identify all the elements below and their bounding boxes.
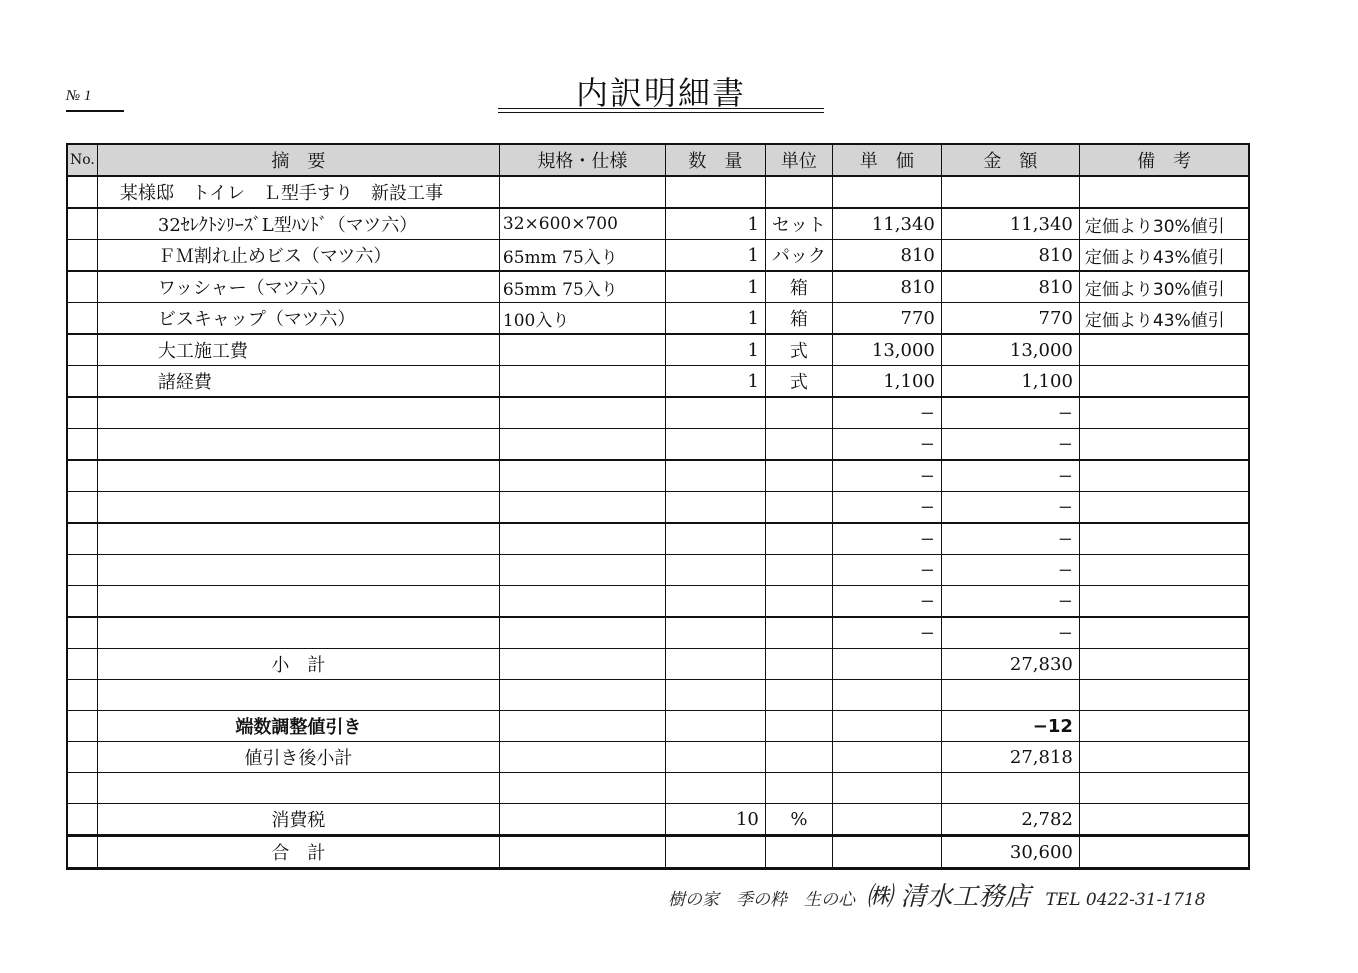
cell-empty bbox=[665, 836, 765, 869]
project-title: 某様邸 トイレ Ｌ型手すり 新設工事 bbox=[97, 176, 499, 208]
empty-row bbox=[67, 460, 1249, 492]
cell-empty bbox=[97, 492, 499, 524]
cell-empty bbox=[765, 523, 832, 555]
item-unit: 箱 bbox=[765, 303, 832, 335]
title-underline-double bbox=[498, 112, 824, 113]
tax-unit: % bbox=[765, 804, 832, 836]
item-qty: 1 bbox=[665, 366, 765, 398]
price-dash: − bbox=[832, 523, 941, 555]
item-price: 1,100 bbox=[832, 366, 941, 398]
cell-empty bbox=[499, 176, 665, 208]
cell-empty bbox=[1079, 523, 1249, 555]
cell-empty bbox=[765, 176, 832, 208]
header-remarks: 備 考 bbox=[1079, 144, 1249, 176]
item-row bbox=[67, 334, 1249, 366]
empty-row bbox=[67, 397, 1249, 429]
cell-empty bbox=[765, 429, 832, 461]
after-discount-amount: 27,818 bbox=[941, 742, 1079, 773]
cell-no bbox=[67, 271, 97, 303]
cell-empty bbox=[665, 773, 765, 804]
document-title: 内訳明細書 bbox=[575, 74, 746, 112]
cell-empty bbox=[1079, 492, 1249, 524]
company-motto: 樹の家 季の粋 生の心 bbox=[668, 890, 855, 910]
cell-empty bbox=[499, 397, 665, 429]
cell-empty bbox=[499, 742, 665, 773]
item-spec: 65mm 75入り bbox=[499, 240, 665, 272]
item-amount: 11,340 bbox=[941, 208, 1079, 240]
item-qty: 1 bbox=[665, 208, 765, 240]
cell-empty bbox=[499, 649, 665, 680]
cell-empty bbox=[765, 460, 832, 492]
item-qty: 1 bbox=[665, 240, 765, 272]
cell-empty bbox=[765, 680, 832, 711]
company-name: ㈱ 清水工務店 bbox=[866, 882, 1031, 912]
cell-empty bbox=[97, 586, 499, 618]
total-label: 合 計 bbox=[97, 836, 499, 869]
amount-dash: − bbox=[941, 492, 1079, 524]
cell-empty bbox=[1079, 176, 1249, 208]
item-amount: 13,000 bbox=[941, 334, 1079, 366]
cell-empty bbox=[665, 555, 765, 586]
cell-empty bbox=[665, 711, 765, 742]
cell-empty bbox=[1079, 397, 1249, 429]
item-amount: 810 bbox=[941, 240, 1079, 272]
cell-empty bbox=[665, 742, 765, 773]
cell-empty bbox=[1079, 836, 1249, 869]
amount-dash: − bbox=[941, 555, 1079, 586]
cell-no bbox=[67, 711, 97, 742]
cell-empty bbox=[665, 680, 765, 711]
cell-empty bbox=[499, 555, 665, 586]
tax-rate: 10 bbox=[665, 804, 765, 836]
cell-empty bbox=[665, 617, 765, 649]
cell-empty bbox=[832, 176, 941, 208]
cell-empty bbox=[1079, 649, 1249, 680]
item-spec: 100入り bbox=[499, 303, 665, 335]
item-amount: 770 bbox=[941, 303, 1079, 335]
cell-empty bbox=[765, 649, 832, 680]
empty-row bbox=[67, 555, 1249, 586]
item-unit: セット bbox=[765, 208, 832, 240]
cell-empty bbox=[665, 586, 765, 618]
cell-empty bbox=[765, 492, 832, 524]
cell-no bbox=[67, 836, 97, 869]
item-price: 810 bbox=[832, 240, 941, 272]
cell-no bbox=[67, 773, 97, 804]
empty-row bbox=[67, 617, 1249, 649]
item-price: 770 bbox=[832, 303, 941, 335]
cell-empty bbox=[499, 460, 665, 492]
price-dash: − bbox=[832, 555, 941, 586]
cell-empty bbox=[1079, 429, 1249, 461]
cell-empty bbox=[1079, 555, 1249, 586]
cell-empty bbox=[499, 586, 665, 618]
cell-empty bbox=[499, 429, 665, 461]
item-amount: 1,100 bbox=[941, 366, 1079, 398]
title-underline bbox=[498, 108, 824, 109]
item-price: 810 bbox=[832, 271, 941, 303]
cell-no bbox=[67, 208, 97, 240]
cell-empty bbox=[665, 460, 765, 492]
cell-no bbox=[67, 617, 97, 649]
item-spec bbox=[499, 334, 665, 366]
item-row bbox=[67, 366, 1249, 398]
cell-empty bbox=[765, 773, 832, 804]
item-row bbox=[67, 240, 1249, 272]
after-discount-label: 値引き後小計 bbox=[97, 742, 499, 773]
cell-empty bbox=[1079, 586, 1249, 618]
total-amount: 30,600 bbox=[941, 836, 1079, 869]
item-row bbox=[67, 303, 1249, 335]
cell-empty bbox=[1079, 680, 1249, 711]
cell-empty bbox=[97, 429, 499, 461]
price-dash: − bbox=[832, 617, 941, 649]
item-remarks: 定価より43%値引 bbox=[1079, 240, 1249, 272]
document-number-text: № 1 bbox=[66, 88, 92, 104]
header-qty: 数 量 bbox=[665, 144, 765, 176]
cell-empty bbox=[1079, 460, 1249, 492]
item-spec bbox=[499, 366, 665, 398]
item-spec: 32×600×700 bbox=[499, 208, 665, 240]
cell-empty bbox=[499, 680, 665, 711]
cell-empty bbox=[97, 680, 499, 711]
item-remarks: 定価より30%値引 bbox=[1079, 208, 1249, 240]
cell-empty bbox=[832, 836, 941, 869]
item-spec: 65mm 75入り bbox=[499, 271, 665, 303]
item-row bbox=[67, 208, 1249, 240]
cell-empty bbox=[832, 680, 941, 711]
company-footer bbox=[668, 876, 1206, 913]
item-remarks bbox=[1079, 334, 1249, 366]
cell-empty bbox=[499, 804, 665, 836]
cell-no bbox=[67, 555, 97, 586]
header-summary: 摘 要 bbox=[97, 144, 499, 176]
tax-amount: 2,782 bbox=[941, 804, 1079, 836]
document-number bbox=[66, 88, 124, 112]
amount-dash: − bbox=[941, 586, 1079, 618]
price-dash: − bbox=[832, 397, 941, 429]
item-price: 13,000 bbox=[832, 334, 941, 366]
cell-no bbox=[67, 429, 97, 461]
after-discount-row bbox=[67, 742, 1249, 773]
header-amount: 金 額 bbox=[941, 144, 1079, 176]
cell-no bbox=[67, 680, 97, 711]
item-summary: 諸経費 bbox=[97, 366, 499, 398]
tax-label: 消費税 bbox=[97, 804, 499, 836]
cell-no bbox=[67, 586, 97, 618]
cell-empty bbox=[1079, 773, 1249, 804]
item-unit: 箱 bbox=[765, 271, 832, 303]
company-tel: TEL 0422-31-1718 bbox=[1045, 890, 1206, 910]
item-qty: 1 bbox=[665, 271, 765, 303]
empty-row bbox=[67, 586, 1249, 618]
item-remarks bbox=[1079, 366, 1249, 398]
blank-row bbox=[67, 773, 1249, 804]
empty-row bbox=[67, 429, 1249, 461]
cell-empty bbox=[765, 397, 832, 429]
cell-empty bbox=[765, 711, 832, 742]
header-unit: 単位 bbox=[765, 144, 832, 176]
cell-empty bbox=[665, 397, 765, 429]
cell-no bbox=[67, 523, 97, 555]
item-summary: ワッシャー（マツ六） bbox=[97, 271, 499, 303]
amount-dash: − bbox=[941, 523, 1079, 555]
header-no: No. bbox=[67, 144, 97, 176]
cell-empty bbox=[1079, 711, 1249, 742]
item-remarks: 定価より30%値引 bbox=[1079, 271, 1249, 303]
amount-dash: − bbox=[941, 460, 1079, 492]
cell-empty bbox=[765, 742, 832, 773]
cell-empty bbox=[1079, 804, 1249, 836]
item-summary: ビスキャップ（マツ六） bbox=[97, 303, 499, 335]
cell-empty bbox=[832, 804, 941, 836]
amount-dash: − bbox=[941, 617, 1079, 649]
rounding-amount: −12 bbox=[941, 711, 1079, 742]
cell-empty bbox=[665, 492, 765, 524]
cell-empty bbox=[499, 617, 665, 649]
cell-empty bbox=[765, 555, 832, 586]
item-summary: ＦＭ割れ止めビス（マツ六） bbox=[97, 240, 499, 272]
cell-empty bbox=[665, 649, 765, 680]
item-remarks: 定価より43%値引 bbox=[1079, 303, 1249, 335]
price-dash: − bbox=[832, 586, 941, 618]
cell-no bbox=[67, 649, 97, 680]
cell-empty bbox=[97, 773, 499, 804]
rounding-row bbox=[67, 711, 1249, 742]
empty-row bbox=[67, 523, 1249, 555]
cell-empty bbox=[765, 586, 832, 618]
cell-empty bbox=[832, 649, 941, 680]
cell-empty bbox=[832, 711, 941, 742]
cell-empty bbox=[499, 836, 665, 869]
cell-empty bbox=[832, 742, 941, 773]
item-row bbox=[67, 271, 1249, 303]
item-unit: 式 bbox=[765, 334, 832, 366]
tax-row bbox=[67, 804, 1249, 836]
header-spec: 規格・仕様 bbox=[499, 144, 665, 176]
cell-empty bbox=[97, 523, 499, 555]
cell-no bbox=[67, 240, 97, 272]
item-qty: 1 bbox=[665, 334, 765, 366]
cell-no bbox=[67, 303, 97, 335]
cell-empty bbox=[97, 617, 499, 649]
cell-empty bbox=[1079, 742, 1249, 773]
project-title-row bbox=[67, 176, 1249, 208]
item-price: 11,340 bbox=[832, 208, 941, 240]
cell-no bbox=[67, 460, 97, 492]
price-dash: − bbox=[832, 460, 941, 492]
cell-empty bbox=[941, 680, 1079, 711]
header-row bbox=[67, 144, 1249, 176]
subtotal-label: 小 計 bbox=[97, 649, 499, 680]
cell-empty bbox=[499, 492, 665, 524]
item-unit: パック bbox=[765, 240, 832, 272]
cell-no bbox=[67, 334, 97, 366]
item-amount: 810 bbox=[941, 271, 1079, 303]
cell-empty bbox=[97, 555, 499, 586]
cell-empty bbox=[832, 773, 941, 804]
item-summary: 大工施工費 bbox=[97, 334, 499, 366]
cell-no bbox=[67, 366, 97, 398]
header-price: 単 価 bbox=[832, 144, 941, 176]
cell-no bbox=[67, 176, 97, 208]
amount-dash: − bbox=[941, 429, 1079, 461]
cell-empty bbox=[665, 429, 765, 461]
cell-empty bbox=[665, 176, 765, 208]
estimate-table bbox=[66, 143, 1250, 870]
cell-no bbox=[67, 397, 97, 429]
cell-empty bbox=[97, 397, 499, 429]
cell-empty bbox=[1079, 617, 1249, 649]
item-unit: 式 bbox=[765, 366, 832, 398]
cell-empty bbox=[765, 617, 832, 649]
item-qty: 1 bbox=[665, 303, 765, 335]
blank-row bbox=[67, 680, 1249, 711]
cell-empty bbox=[499, 711, 665, 742]
cell-empty bbox=[665, 523, 765, 555]
cell-empty bbox=[941, 773, 1079, 804]
cell-empty bbox=[499, 773, 665, 804]
cell-empty bbox=[97, 460, 499, 492]
price-dash: − bbox=[832, 429, 941, 461]
subtotal-amount: 27,830 bbox=[941, 649, 1079, 680]
amount-dash: − bbox=[941, 397, 1079, 429]
subtotal-row bbox=[67, 649, 1249, 680]
cell-no bbox=[67, 492, 97, 524]
cell-empty bbox=[941, 176, 1079, 208]
rounding-label: 端数調整値引き bbox=[97, 711, 499, 742]
cell-empty bbox=[499, 523, 665, 555]
cell-no bbox=[67, 742, 97, 773]
cell-empty bbox=[765, 836, 832, 869]
empty-row bbox=[67, 492, 1249, 524]
total-row bbox=[67, 836, 1249, 869]
item-summary: 32ｾﾚｸﾄｼﾘｰｽﾞL型ﾊﾝﾄﾞ（マツ六） bbox=[97, 208, 499, 240]
price-dash: − bbox=[832, 492, 941, 524]
cell-no bbox=[67, 804, 97, 836]
